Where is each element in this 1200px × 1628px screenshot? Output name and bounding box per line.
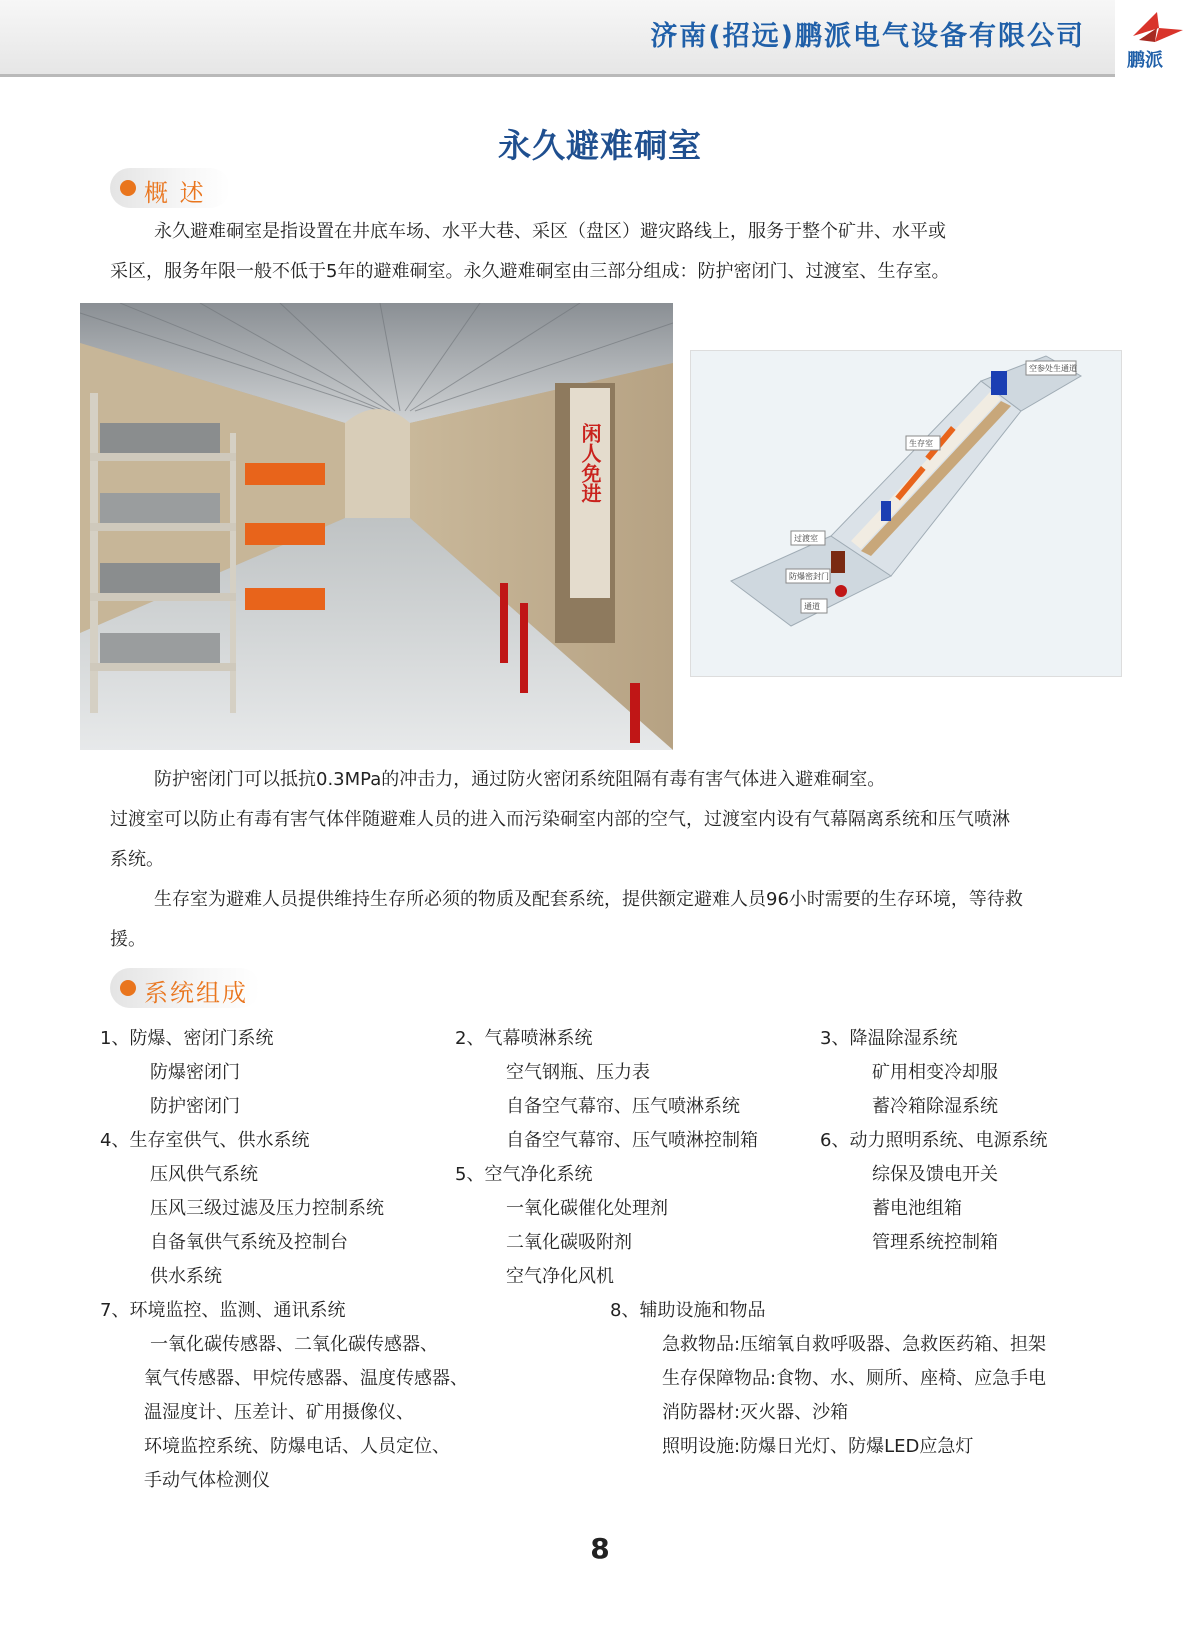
page-number: 8 (590, 1532, 610, 1565)
component-item: 空气钢瓶、压力表 (506, 1062, 650, 1083)
overview-paragraph (110, 212, 1120, 292)
bullet-dot-icon (120, 180, 136, 196)
component-item: 二氧化碳吸附剂 (506, 1232, 632, 1253)
component-heading: 5、空气净化系统 (455, 1164, 593, 1185)
component-heading: 6、动力照明系统、电源系统 (820, 1130, 1048, 1151)
component-item: 照明设施:防爆日光灯、防爆LED应急灯 (662, 1436, 974, 1457)
diagram-label-transition: 过渡室 (794, 534, 818, 543)
overview-line: 采区，服务年限一般不低于5年的避难硐室。永久避难硐室由三部分组成：防护密闭门、过渡室、生存室。 (110, 261, 950, 282)
section-title: 系统组成 (144, 979, 248, 1007)
component-heading: 7、环境监控、监测、通讯系统 (100, 1300, 346, 1321)
door-sign: 闲人免进 (578, 423, 602, 503)
component-heading: 3、降温除湿系统 (820, 1028, 958, 1049)
header-bar (0, 0, 1115, 77)
component-item: 供水系统 (150, 1266, 222, 1287)
component-item: 自备空气幕帘、压气喷淋系统 (506, 1096, 740, 1117)
section-heading-system (110, 968, 260, 1008)
component-item: 自备空气幕帘、压气喷淋控制箱 (506, 1130, 758, 1151)
component-item: 空气净化风机 (506, 1266, 614, 1287)
description-line: 过渡室可以防止有毒有害气体伴随避难人员的进入而污染硐室内部的空气，过渡室内设有气幕隔离系统和压气喷淋 (110, 809, 1010, 830)
component-heading: 4、生存室供气、供水系统 (100, 1130, 310, 1151)
component-item: 自备氧供气系统及控制台 (150, 1232, 348, 1253)
component-heading: 1、防爆、密闭门系统 (100, 1028, 274, 1049)
chamber-photo (80, 303, 673, 750)
section-heading-overview (110, 168, 230, 208)
component-item: 一氧化碳催化处理剂 (506, 1198, 668, 1219)
section-title: 概 述 (144, 179, 206, 207)
component-item: 蓄电池组箱 (872, 1198, 962, 1219)
bullet-dot-icon (120, 980, 136, 996)
component-item: 温湿度计、压差计、矿用摄像仪、 (144, 1402, 414, 1423)
component-item: 急救物品:压缩氧自救呼吸器、急救医药箱、担架 (662, 1334, 1047, 1355)
description-line: 援。 (110, 929, 146, 950)
description-line: 生存室为避难人员提供维持生存所必须的物质及配套系统，提供额定避难人员96小时需要的生存环境，等待救 (154, 889, 1023, 910)
description-paragraph (110, 760, 1120, 960)
component-item: 生存保障物品:食物、水、厕所、座椅、应急手电 (662, 1368, 1047, 1389)
component-item: 消防器材:灭火器、沙箱 (662, 1402, 849, 1423)
chamber-layout-diagram (690, 350, 1122, 677)
component-item: 防护密闭门 (150, 1096, 240, 1117)
diagram-label-door: 防爆密封门 (789, 572, 829, 581)
component-item: 压风三级过滤及压力控制系统 (150, 1198, 384, 1219)
component-item: 一氧化碳传感器、二氧化碳传感器、 (150, 1334, 438, 1355)
component-item: 蓄冷箱除湿系统 (872, 1096, 998, 1117)
component-item: 防爆密闭门 (150, 1062, 240, 1083)
diagram-label-living: 生存室 (909, 439, 933, 448)
component-item: 矿用相变冷却服 (872, 1062, 998, 1083)
company-name: 济南(招远)鹏派电气设备有限公司 (650, 21, 1085, 52)
component-heading: 2、气幕喷淋系统 (455, 1028, 593, 1049)
component-item: 手动气体检测仪 (144, 1470, 270, 1491)
component-item: 环境监控系统、防爆电话、人员定位、 (144, 1436, 450, 1457)
description-line: 防护密闭门可以抵抗0.3MPa的冲击力，通过防火密闭系统阻隔有毒有害气体进入避难硐室。 (154, 769, 886, 790)
component-item: 综保及馈电开关 (872, 1164, 998, 1185)
logo-text: 鹏派 (1127, 50, 1163, 71)
component-item: 压风供气系统 (150, 1164, 258, 1185)
component-item: 管理系统控制箱 (872, 1232, 998, 1253)
diagram-label-passage: 通道 (804, 602, 820, 611)
component-heading: 8、辅助设施和物品 (610, 1300, 766, 1321)
diagram-label-outlet: 空参处生通道 (1029, 364, 1077, 373)
page-title: 永久避难硐室 (498, 126, 702, 165)
overview-line: 永久避难硐室是指设置在井底车场、水平大巷、采区（盘区）避灾路线上，服务于整个矿井、水平或 (154, 221, 946, 242)
description-line: 系统。 (110, 849, 164, 870)
component-item: 氧气传感器、甲烷传感器、温度传感器、 (144, 1368, 468, 1389)
